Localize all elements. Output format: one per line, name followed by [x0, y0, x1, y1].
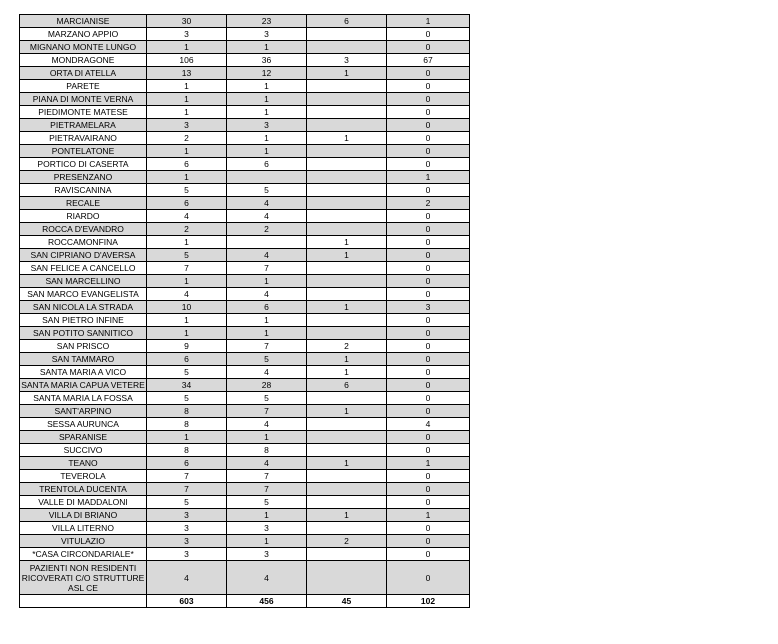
value-cell-1: 1	[147, 431, 227, 444]
municipality-cell: SAN PIETRO INFINE	[20, 314, 147, 327]
value-cell-1: 6	[147, 353, 227, 366]
value-cell-4: 0	[387, 444, 470, 457]
value-cell-4: 0	[387, 158, 470, 171]
value-cell-3	[307, 314, 387, 327]
table-row	[20, 171, 470, 184]
value-cell-2: 4	[227, 561, 307, 595]
table-row	[20, 405, 470, 418]
value-cell-3	[307, 197, 387, 210]
value-cell-3: 3	[307, 54, 387, 67]
total-cell-1: 603	[147, 595, 227, 608]
value-cell-2: 5	[227, 392, 307, 405]
municipality-cell: SESSA AURUNCA	[20, 418, 147, 431]
value-cell-1: 8	[147, 405, 227, 418]
table-row	[20, 470, 470, 483]
value-cell-3	[307, 548, 387, 561]
value-cell-1: 1	[147, 93, 227, 106]
municipality-cell: MARZANO APPIO	[20, 28, 147, 41]
table-row	[20, 353, 470, 366]
value-cell-2: 3	[227, 548, 307, 561]
municipality-cell: *CASA CIRCONDARIALE*	[20, 548, 147, 561]
value-cell-1: 1	[147, 327, 227, 340]
table-row	[20, 275, 470, 288]
value-cell-4: 4	[387, 418, 470, 431]
value-cell-3	[307, 41, 387, 54]
value-cell-1: 1	[147, 145, 227, 158]
value-cell-4: 0	[387, 288, 470, 301]
value-cell-2: 4	[227, 366, 307, 379]
table-row	[20, 41, 470, 54]
total-cell-2: 456	[227, 595, 307, 608]
value-cell-3: 1	[307, 366, 387, 379]
value-cell-1: 1	[147, 41, 227, 54]
municipality-cell: SANTA MARIA LA FOSSA	[20, 392, 147, 405]
value-cell-2: 12	[227, 67, 307, 80]
value-cell-3	[307, 119, 387, 132]
table-row	[20, 340, 470, 353]
value-cell-1: 1	[147, 80, 227, 93]
value-cell-4: 0	[387, 119, 470, 132]
municipality-cell: TEANO	[20, 457, 147, 470]
value-cell-2: 4	[227, 210, 307, 223]
value-cell-3	[307, 80, 387, 93]
value-cell-1: 7	[147, 262, 227, 275]
value-cell-2: 3	[227, 522, 307, 535]
table-row	[20, 392, 470, 405]
table-row	[20, 158, 470, 171]
value-cell-2: 4	[227, 457, 307, 470]
value-cell-1: 8	[147, 444, 227, 457]
value-cell-2: 6	[227, 301, 307, 314]
total-cell-4: 102	[387, 595, 470, 608]
table-row	[20, 132, 470, 145]
table-body	[20, 15, 470, 595]
value-cell-3: 1	[307, 353, 387, 366]
value-cell-3	[307, 444, 387, 457]
value-cell-1: 4	[147, 561, 227, 595]
table-row	[20, 522, 470, 535]
municipality-cell: MARCIANISE	[20, 15, 147, 28]
value-cell-4: 0	[387, 327, 470, 340]
value-cell-3: 1	[307, 405, 387, 418]
value-cell-3	[307, 561, 387, 595]
value-cell-2: 7	[227, 262, 307, 275]
value-cell-4: 0	[387, 535, 470, 548]
value-cell-4: 0	[387, 249, 470, 262]
totals-row	[20, 595, 470, 608]
value-cell-1: 3	[147, 28, 227, 41]
municipality-cell: TRENTOLA DUCENTA	[20, 483, 147, 496]
municipality-cell: MONDRAGONE	[20, 54, 147, 67]
value-cell-2: 4	[227, 288, 307, 301]
value-cell-4: 0	[387, 314, 470, 327]
value-cell-3: 1	[307, 67, 387, 80]
value-cell-1: 1	[147, 275, 227, 288]
value-cell-3	[307, 470, 387, 483]
municipality-cell: VILLA LITERNO	[20, 522, 147, 535]
value-cell-3: 1	[307, 236, 387, 249]
value-cell-4: 0	[387, 392, 470, 405]
value-cell-4: 0	[387, 106, 470, 119]
value-cell-2: 1	[227, 80, 307, 93]
value-cell-4: 0	[387, 67, 470, 80]
table-row	[20, 223, 470, 236]
value-cell-3: 6	[307, 15, 387, 28]
value-cell-2: 2	[227, 223, 307, 236]
value-cell-4: 0	[387, 275, 470, 288]
value-cell-4: 0	[387, 561, 470, 595]
value-cell-3	[307, 28, 387, 41]
value-cell-4: 0	[387, 522, 470, 535]
table-row	[20, 366, 470, 379]
value-cell-4: 2	[387, 197, 470, 210]
value-cell-2: 1	[227, 145, 307, 158]
value-cell-3: 1	[307, 457, 387, 470]
value-cell-2: 4	[227, 197, 307, 210]
value-cell-1: 13	[147, 67, 227, 80]
value-cell-4: 3	[387, 301, 470, 314]
municipality-cell: PARETE	[20, 80, 147, 93]
table-row	[20, 457, 470, 470]
table-row	[20, 119, 470, 132]
value-cell-2: 7	[227, 483, 307, 496]
table-row	[20, 93, 470, 106]
value-cell-3	[307, 483, 387, 496]
value-cell-4: 0	[387, 366, 470, 379]
table-row	[20, 301, 470, 314]
value-cell-1: 5	[147, 184, 227, 197]
value-cell-1: 4	[147, 288, 227, 301]
table-row	[20, 145, 470, 158]
value-cell-2: 3	[227, 119, 307, 132]
value-cell-4: 0	[387, 132, 470, 145]
municipality-cell: RECALE	[20, 197, 147, 210]
value-cell-1: 1	[147, 106, 227, 119]
value-cell-1: 7	[147, 483, 227, 496]
value-cell-2: 5	[227, 184, 307, 197]
municipality-cell: VALLE DI MADDALONI	[20, 496, 147, 509]
table-row	[20, 262, 470, 275]
municipality-cell: PAZIENTI NON RESIDENTI RICOVERATI C/O STRUTTURE ASL CE	[20, 561, 147, 595]
value-cell-3: 1	[307, 249, 387, 262]
municipality-cell: SAN TAMMARO	[20, 353, 147, 366]
value-cell-4: 0	[387, 340, 470, 353]
municipality-cell: VITULAZIO	[20, 535, 147, 548]
value-cell-3: 6	[307, 379, 387, 392]
value-cell-2: 8	[227, 444, 307, 457]
value-cell-3	[307, 184, 387, 197]
municipality-cell: RAVISCANINA	[20, 184, 147, 197]
table-row	[20, 535, 470, 548]
value-cell-2: 5	[227, 353, 307, 366]
municipality-cell: RIARDO	[20, 210, 147, 223]
value-cell-1: 5	[147, 366, 227, 379]
value-cell-2: 36	[227, 54, 307, 67]
value-cell-4: 0	[387, 145, 470, 158]
table-row	[20, 379, 470, 392]
value-cell-3	[307, 392, 387, 405]
value-cell-4: 1	[387, 457, 470, 470]
value-cell-1: 10	[147, 301, 227, 314]
table-row	[20, 496, 470, 509]
municipality-cell: SAN NICOLA LA STRADA	[20, 301, 147, 314]
value-cell-3	[307, 223, 387, 236]
value-cell-1: 3	[147, 535, 227, 548]
table-row	[20, 249, 470, 262]
table-row	[20, 561, 470, 595]
value-cell-2	[227, 171, 307, 184]
value-cell-1: 5	[147, 249, 227, 262]
value-cell-3	[307, 210, 387, 223]
value-cell-1: 34	[147, 379, 227, 392]
table-row	[20, 327, 470, 340]
value-cell-1: 8	[147, 418, 227, 431]
value-cell-2: 1	[227, 509, 307, 522]
municipality-cell: PIETRAMELARA	[20, 119, 147, 132]
table-row	[20, 314, 470, 327]
municipality-cell: ROCCA D'EVANDRO	[20, 223, 147, 236]
municipality-cell: PONTELATONE	[20, 145, 147, 158]
table-row	[20, 197, 470, 210]
value-cell-2: 28	[227, 379, 307, 392]
value-cell-2: 23	[227, 15, 307, 28]
value-cell-1: 5	[147, 496, 227, 509]
value-cell-3	[307, 431, 387, 444]
value-cell-2: 3	[227, 28, 307, 41]
value-cell-2: 7	[227, 470, 307, 483]
table-row	[20, 80, 470, 93]
value-cell-3	[307, 496, 387, 509]
totals-label-cell	[20, 595, 147, 608]
value-cell-2: 1	[227, 132, 307, 145]
value-cell-3: 1	[307, 509, 387, 522]
municipality-cell: PORTICO DI CASERTA	[20, 158, 147, 171]
value-cell-2: 1	[227, 327, 307, 340]
municipality-cell: PIANA DI MONTE VERNA	[20, 93, 147, 106]
value-cell-2: 5	[227, 496, 307, 509]
value-cell-4: 0	[387, 236, 470, 249]
value-cell-1: 2	[147, 223, 227, 236]
table-row	[20, 288, 470, 301]
value-cell-4: 0	[387, 483, 470, 496]
municipality-cell: SAN PRISCO	[20, 340, 147, 353]
municipality-cell: SAN POTITO SANNITICO	[20, 327, 147, 340]
value-cell-3: 1	[307, 301, 387, 314]
value-cell-4: 0	[387, 548, 470, 561]
value-cell-1: 3	[147, 522, 227, 535]
table-row	[20, 548, 470, 561]
municipality-cell: ORTA DI ATELLA	[20, 67, 147, 80]
municipality-cell: PIEDIMONTE MATESE	[20, 106, 147, 119]
value-cell-4: 0	[387, 470, 470, 483]
value-cell-3	[307, 418, 387, 431]
value-cell-1: 3	[147, 119, 227, 132]
value-cell-1: 30	[147, 15, 227, 28]
value-cell-3: 1	[307, 132, 387, 145]
value-cell-3	[307, 158, 387, 171]
municipality-cell: SAN CIPRIANO D'AVERSA	[20, 249, 147, 262]
municipality-cell: SAN MARCO EVANGELISTA	[20, 288, 147, 301]
value-cell-3: 2	[307, 535, 387, 548]
table-row	[20, 236, 470, 249]
municipality-cell: SPARANISE	[20, 431, 147, 444]
municipality-cell: SUCCIVO	[20, 444, 147, 457]
value-cell-4: 0	[387, 353, 470, 366]
value-cell-4: 0	[387, 41, 470, 54]
value-cell-1: 6	[147, 197, 227, 210]
value-cell-3	[307, 106, 387, 119]
table-row	[20, 67, 470, 80]
table-row	[20, 431, 470, 444]
value-cell-1: 1	[147, 314, 227, 327]
municipality-cell: PIETRAVAIRANO	[20, 132, 147, 145]
value-cell-4: 0	[387, 210, 470, 223]
value-cell-3	[307, 93, 387, 106]
municipality-cell: SAN MARCELLINO	[20, 275, 147, 288]
value-cell-4: 0	[387, 93, 470, 106]
table-row	[20, 184, 470, 197]
value-cell-4: 1	[387, 171, 470, 184]
value-cell-1: 3	[147, 548, 227, 561]
municipality-cell: VILLA DI BRIANO	[20, 509, 147, 522]
municipality-cell: MIGNANO MONTE LUNGO	[20, 41, 147, 54]
value-cell-4: 0	[387, 405, 470, 418]
value-cell-3	[307, 327, 387, 340]
data-table	[19, 14, 470, 608]
value-cell-2: 1	[227, 41, 307, 54]
value-cell-4: 0	[387, 496, 470, 509]
table-row	[20, 54, 470, 67]
value-cell-2: 6	[227, 158, 307, 171]
value-cell-4: 0	[387, 184, 470, 197]
value-cell-2: 1	[227, 535, 307, 548]
total-cell-3: 45	[307, 595, 387, 608]
table-row	[20, 509, 470, 522]
value-cell-3	[307, 262, 387, 275]
value-cell-4: 67	[387, 54, 470, 67]
municipality-cell: SANT'ARPINO	[20, 405, 147, 418]
municipality-cell: SANTA MARIA CAPUA VETERE	[21, 380, 145, 390]
municipality-cell: TEVEROLA	[20, 470, 147, 483]
value-cell-2: 7	[227, 405, 307, 418]
value-cell-1: 2	[147, 132, 227, 145]
value-cell-1: 1	[147, 236, 227, 249]
value-cell-2: 1	[227, 106, 307, 119]
value-cell-3	[307, 275, 387, 288]
table-row	[20, 444, 470, 457]
value-cell-4: 1	[387, 15, 470, 28]
table-row	[20, 15, 470, 28]
value-cell-3: 2	[307, 340, 387, 353]
value-cell-1: 7	[147, 470, 227, 483]
value-cell-2: 1	[227, 275, 307, 288]
value-cell-3	[307, 522, 387, 535]
value-cell-4: 0	[387, 431, 470, 444]
value-cell-1: 6	[147, 158, 227, 171]
value-cell-1: 106	[147, 54, 227, 67]
value-cell-4: 0	[387, 262, 470, 275]
value-cell-2: 1	[227, 431, 307, 444]
table-row	[20, 418, 470, 431]
table-row	[20, 210, 470, 223]
value-cell-1: 1	[147, 171, 227, 184]
value-cell-3	[307, 288, 387, 301]
value-cell-3	[307, 145, 387, 158]
value-cell-2: 4	[227, 418, 307, 431]
value-cell-4: 0	[387, 223, 470, 236]
value-cell-2: 1	[227, 93, 307, 106]
value-cell-1: 5	[147, 392, 227, 405]
table-row	[20, 28, 470, 41]
value-cell-1: 4	[147, 210, 227, 223]
value-cell-4: 1	[387, 509, 470, 522]
municipality-cell: SANTA MARIA A VICO	[20, 366, 147, 379]
value-cell-2: 4	[227, 249, 307, 262]
table-row	[20, 483, 470, 496]
municipality-cell: ROCCAMONFINA	[20, 236, 147, 249]
municipality-cell: PRESENZANO	[20, 171, 147, 184]
table-row	[20, 106, 470, 119]
value-cell-2: 7	[227, 340, 307, 353]
value-cell-1: 3	[147, 509, 227, 522]
value-cell-1: 9	[147, 340, 227, 353]
value-cell-2: 1	[227, 314, 307, 327]
value-cell-4: 0	[387, 28, 470, 41]
value-cell-3	[307, 171, 387, 184]
value-cell-1: 6	[147, 457, 227, 470]
municipality-cell: SAN FELICE A CANCELLO	[20, 262, 147, 275]
value-cell-4: 0	[387, 80, 470, 93]
value-cell-2	[227, 236, 307, 249]
value-cell-4: 0	[387, 379, 470, 392]
